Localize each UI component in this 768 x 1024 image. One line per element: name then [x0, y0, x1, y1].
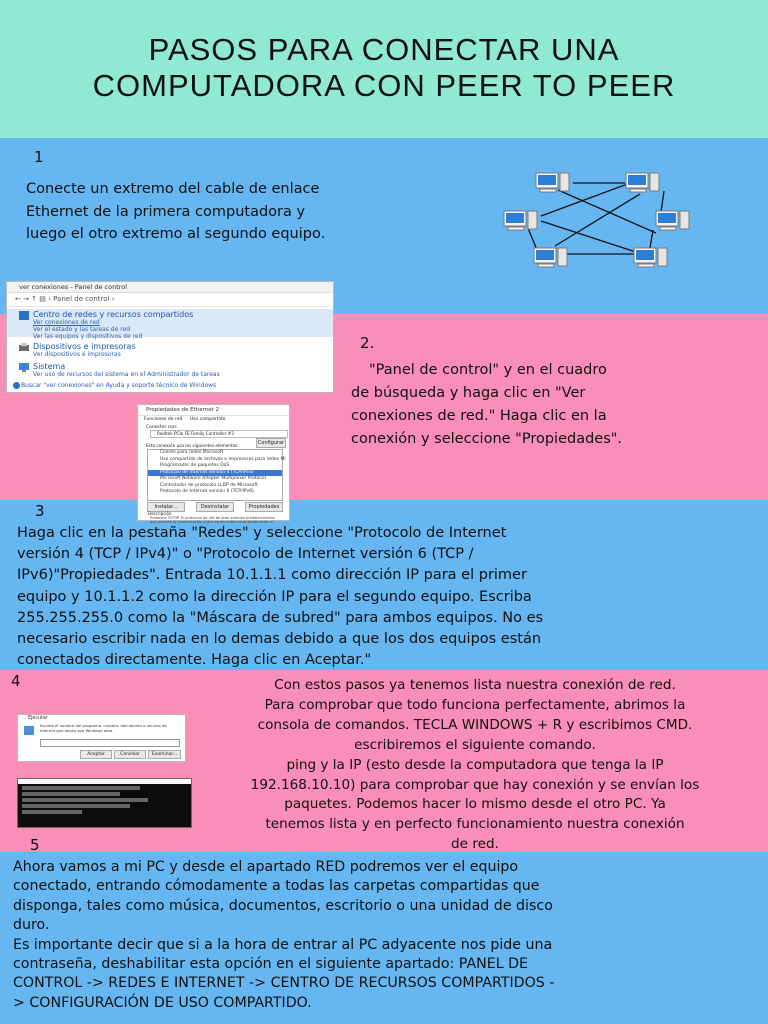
step-3-line: IPv6)"Propiedades". Entrada 10.1.1.1 como dirección IP para el primer	[17, 567, 527, 584]
dialog-title: Propiedades de Ethernet 2	[138, 405, 289, 416]
step-2-line: conexión y seleccione "Propiedades".	[351, 431, 623, 447]
result-heading: Dispositivos e impresoras	[33, 342, 136, 351]
step-4-line: de red.	[451, 836, 499, 853]
result-heading: Centro de redes y recursos compartidos	[33, 310, 194, 319]
step-5-line: duro.	[13, 917, 50, 934]
adapter-field: Realtek PCIe FE Family Controller #2	[150, 430, 288, 438]
step-2-line: "Panel de control" y en el cuadro	[369, 362, 607, 378]
step-2-line: de búsqueda y haga clic en "Ver	[351, 385, 586, 401]
printer-icon	[19, 343, 29, 352]
result-system[interactable]	[33, 362, 220, 378]
cmd-title-bar	[18, 779, 191, 784]
step-5-line: conectado, entrando cómodamente a todas las carpetas compartidas que	[13, 878, 540, 895]
component-item-selected[interactable]: Protocolo de Internet versión 4 (TCP/IPv4)	[148, 470, 282, 477]
step-5-number: 5	[30, 836, 40, 854]
step-5-line: contraseña, deshabilitar esta opción en el siguiente apartado: PANEL DE	[13, 956, 529, 973]
cmd-output-line	[22, 786, 140, 790]
step-1-line: Ethernet de la primera computadora y	[26, 203, 306, 220]
step-4-line: escribiremos el siguiente comando.	[354, 736, 596, 753]
network-center-icon	[19, 311, 29, 320]
pc-icon	[504, 211, 537, 230]
pc-icon	[626, 173, 659, 192]
window-title-bar: ver conexiones - Panel de control	[7, 282, 333, 293]
step-5-line: CONTROL -> REDES E INTERNET -> CENTRO DE RECURSOS COMPARTIDOS -	[13, 975, 555, 992]
step-4-line: Con estos pasos ya tenemos lista nuestra conexión de red.	[274, 677, 676, 693]
cmd-output-line	[22, 810, 82, 814]
title-line-2: COMPUTADORA CON PEER TO PEER	[92, 68, 676, 103]
pc-icon	[656, 211, 689, 230]
step-3-line: Haga clic en la pestaña "Redes" y seleccione "Protocolo de Internet	[17, 525, 507, 541]
step-3-line: versión 4 (TCP / IPv4)" o "Protocolo de Internet versión 6 (TCP /	[17, 546, 474, 563]
step-3-line: 255.255.255.0 como la "Máscara de subred" para ambos equipos. No es	[17, 609, 544, 626]
tab-sharing[interactable]: Uso compartido	[189, 417, 226, 422]
result-link[interactable]: Ver dispositivos e impresoras	[33, 351, 121, 358]
pc-icon	[536, 173, 569, 192]
step-5-line: > CONFIGURACIÓN DE USO COMPARTIDO.	[13, 994, 312, 1011]
system-monitor-icon	[19, 363, 29, 372]
uninstall-button[interactable]: Desinstalar	[196, 502, 234, 512]
nav-arrows-icon: ← → ↑ ▤ ›	[15, 295, 54, 303]
help-search-link[interactable]: Buscar "ver conexiones" en Ayuda y soporte técnico de Windows	[21, 382, 217, 389]
components-label: Esta conexión usa los siguientes elementos:	[146, 443, 239, 448]
cmd-screenshot	[17, 778, 192, 828]
ok-button[interactable]: Aceptar	[80, 750, 112, 759]
step-2-line: conexiones de red." Haga clic en la	[351, 408, 607, 424]
component-item[interactable]: Controlador de protocolo LLDP de Microsoft	[160, 482, 258, 488]
pc-icon	[534, 248, 567, 267]
step-5-line: Es importante decir que si a la hora de entrar al PC adyacente nos pide una	[13, 936, 553, 953]
step-3-text	[17, 523, 543, 671]
control-panel-screenshot	[6, 281, 334, 393]
step-4-line: consola de comandos. TECLA WINDOWS + R y escribimos CMD.	[257, 716, 693, 733]
step-4-line: ping y la IP (esto desde la computadora que tenga la IP	[286, 756, 664, 773]
result-network-center[interactable]	[33, 310, 193, 340]
address-bar: ← → ↑ ▤ › Panel de control ›	[7, 293, 333, 307]
run-input[interactable]	[40, 739, 180, 747]
step-4-line: Para comprobar que todo funciona perfectamente, abrimos la	[264, 696, 686, 713]
component-item[interactable]: Uso compartido de archivos e impresoras para redes Mi	[160, 456, 286, 462]
step-1-line: luego el otro extremo al segundo equipo.	[26, 226, 326, 242]
step-3-number: 3	[35, 502, 45, 520]
tab-network[interactable]: Funciones de red	[144, 417, 183, 422]
step-1-text	[26, 178, 325, 246]
connect-using-label: Conectar con:	[146, 425, 178, 430]
run-icon	[24, 726, 34, 735]
step-5-text	[13, 858, 554, 1013]
pc-icon	[634, 248, 667, 267]
title-band	[0, 0, 768, 138]
run-dialog-prompt: Escriba el nombre del programa, carpeta, documento o recurso de Internet que desea que Windows abra.	[40, 723, 167, 733]
step-4-number: 4	[11, 672, 21, 690]
description-text: Protocolo TCP/IP. El protocolo de red de área extensa predeterminado que permite la comunicación entre varias redes conectadas entre sí.	[150, 516, 275, 524]
cmd-output-line	[22, 792, 120, 796]
step-2-text	[351, 359, 622, 451]
step-5-line: disponga, tales como música, documentos, escritorio o una unidad de disco	[13, 897, 553, 914]
browse-button[interactable]: Examinar...	[148, 750, 181, 759]
component-item[interactable]: Cliente para redes Microsoft	[160, 450, 224, 455]
run-dialog-title: Ejecutar	[28, 716, 48, 721]
address-bar-path: Panel de control	[53, 295, 110, 303]
component-item[interactable]: Protocolo de Internet versión 6 (TCP/IPv6)	[160, 489, 254, 494]
step-3-line: conectados directamente. Haga clic en Aceptar."	[17, 652, 372, 669]
title-line-1: PASOS PARA CONECTAR UNA	[148, 32, 620, 67]
page-title	[0, 32, 768, 104]
step-4-line: 192.168.10.10) para comprobar que hay conexión y se envían los	[250, 776, 700, 793]
step-3-line: necesario escribir nada en lo demas debido a que los dos equipos están	[17, 631, 542, 648]
cancel-button[interactable]: Cancelar	[114, 750, 146, 759]
result-heading: Sistema	[33, 362, 66, 371]
cmd-output-line	[22, 798, 148, 802]
component-item[interactable]: Programador de paquetes QoS	[160, 463, 230, 468]
description-label: Descripción	[148, 511, 172, 516]
result-link[interactable]: Ver uso de recursos del sistema en el Administrador de tareas	[33, 371, 220, 378]
components-list[interactable]	[147, 449, 286, 501]
result-devices[interactable]	[33, 342, 136, 358]
result-link[interactable]: Ver el estado y las tareas de red	[33, 326, 131, 333]
network-diagram	[498, 170, 703, 272]
result-link[interactable]: Ver las equipos y dispositivos de red	[33, 333, 143, 340]
dialog-tabs	[144, 417, 225, 423]
component-item[interactable]: Microsoft Network Adapter Multiplexor Protocol	[160, 476, 266, 481]
result-link[interactable]: Ver conexiones de red	[33, 319, 100, 326]
install-button[interactable]: Instalar...	[147, 502, 185, 512]
step-4-text	[190, 676, 760, 855]
step-3-line: equipo y 10.1.1.2 como la dirección IP para el segundo equipo. Escriba	[17, 588, 532, 605]
step-2-number: 2.	[360, 334, 375, 352]
step-1-line: Conecte un extremo del cable de enlace	[26, 181, 320, 197]
properties-button[interactable]: Propiedades	[245, 502, 283, 512]
configure-button[interactable]: Configurar	[257, 440, 285, 446]
step-1-number: 1	[34, 148, 44, 166]
step-4-line: tenemos lista y en perfecto funcionamiento nuestra conexión	[265, 816, 685, 833]
help-search-row[interactable]	[21, 382, 216, 389]
run-dialog-screenshot	[17, 714, 186, 762]
step-5-line: Ahora vamos a mi PC y desde el apartado RED podremos ver el equipo	[13, 859, 519, 875]
help-icon	[13, 382, 20, 389]
properties-dialog-screenshot	[137, 404, 290, 524]
cmd-output-line	[22, 804, 130, 808]
step-4-line: paquetes. Podemos hacer lo mismo desde el otro PC. Ya	[284, 796, 666, 813]
